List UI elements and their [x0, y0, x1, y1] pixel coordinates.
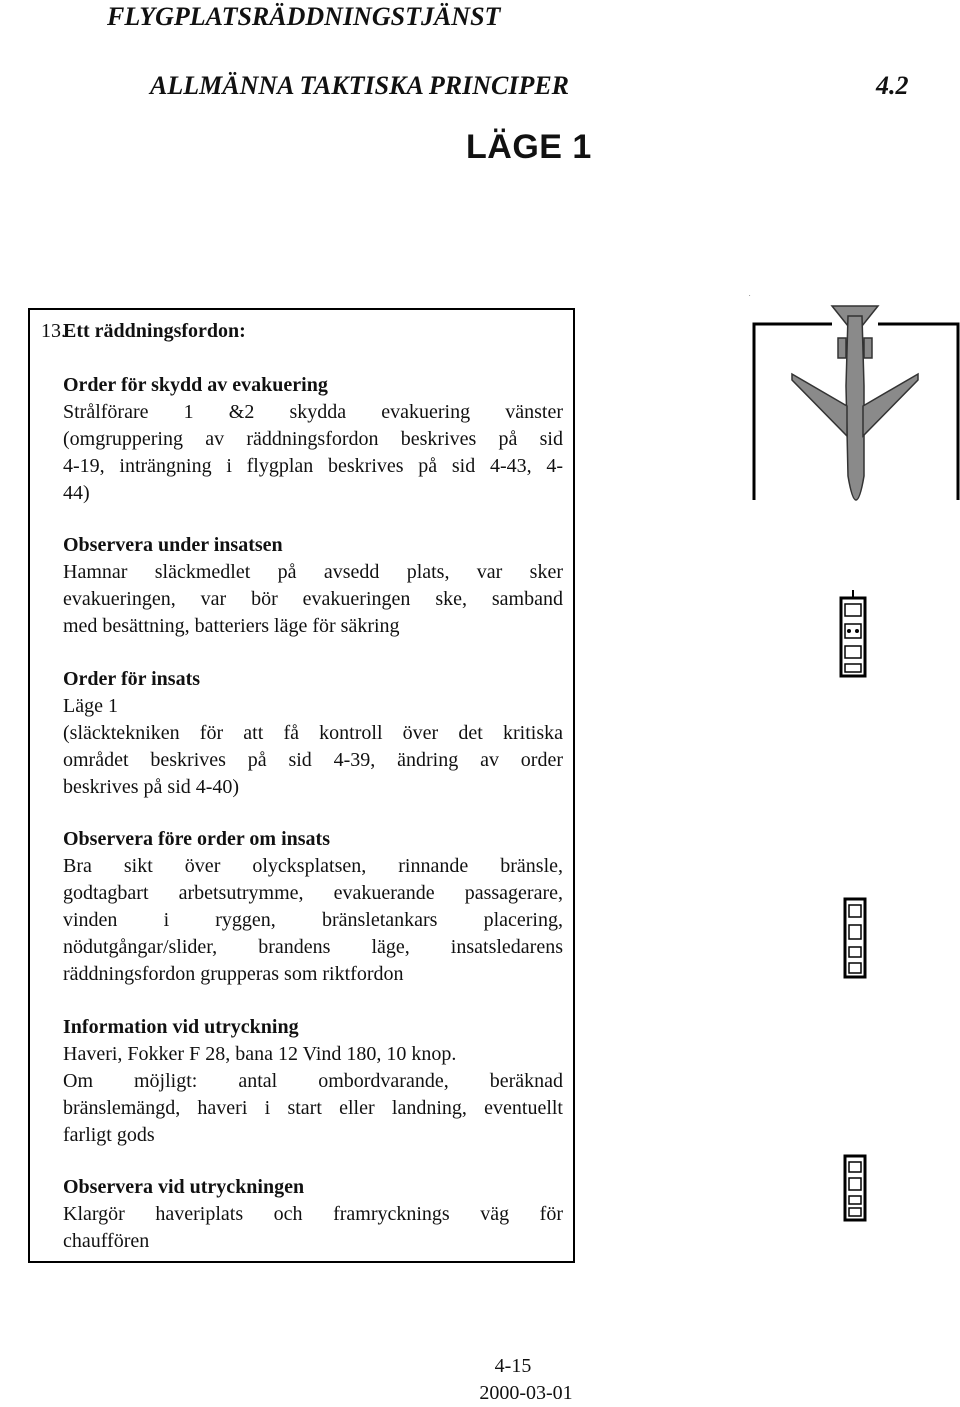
aircraft-topview-icon	[749, 292, 960, 506]
item-number: 13.	[41, 320, 66, 342]
section-heading-order-insats: Order för insats	[63, 668, 201, 690]
text-line: Klargör haveriplats och framrycknings väg för	[63, 1203, 563, 1225]
page-number: 4-15	[494, 1355, 532, 1377]
fire-truck-topview-icon	[842, 895, 868, 980]
text-line: räddningsfordon grupperas som riktfordon	[63, 963, 404, 985]
text-line: 44)	[63, 482, 90, 504]
text-line: Haveri, Fokker F 28, bana 12 Vind 180, 10 knop.	[63, 1043, 457, 1065]
section-heading-vid-utryckningen: Observera vid utryckningen	[63, 1176, 305, 1198]
text-line: nödutgångar/slider, brandens läge, insatsledarens	[63, 936, 563, 958]
section-heading-evakuering: Order för skydd av evakuering	[63, 374, 328, 396]
fire-truck-topview-icon	[838, 590, 868, 680]
section-heading-under-insatsen: Observera under insatsen	[63, 534, 283, 556]
text-line: godtagbart arbetsutrymme, evakuerande passagerare,	[63, 882, 563, 904]
text-line: vinden i ryggen, bränsletankars placering,	[63, 909, 563, 931]
item-heading: Ett räddningsfordon:	[63, 320, 246, 342]
fire-truck-topview-icon	[842, 1152, 868, 1224]
text-line: (släcktekniken för att få kontroll över det kritiska	[63, 722, 563, 744]
content-box	[28, 308, 575, 1263]
text-line: evakueringen, var bör evakueringen ske, samband	[63, 588, 563, 610]
text-line: (omgruppering av räddningsfordon beskrives på sid	[63, 428, 563, 450]
text-line: chauffören	[63, 1230, 150, 1252]
text-line: Hamnar släckmedlet på avsedd plats, var sker	[63, 561, 563, 583]
text-line: Strålförare 1 &2 skydda evakuering vänster	[63, 401, 563, 423]
section-heading-info-utryckning: Information vid utryckning	[63, 1016, 299, 1038]
page-date: 2000-03-01	[479, 1382, 573, 1404]
text-line: Bra sikt över olycksplatsen, rinnande bränsle,	[63, 855, 563, 877]
text-line: med besättning, batteriers läge för säkring	[63, 615, 400, 637]
text-line: bränslemängd, haveri i start eller landning, eventuellt	[63, 1097, 563, 1119]
page-title: LÄGE 1	[466, 128, 592, 166]
org-title: FLYGPLATSRÄDDNINGSTJÄNST	[107, 2, 501, 31]
text-line: Om möjligt: antal ombordvarande, beräknad	[63, 1070, 563, 1092]
text-line: Läge 1	[63, 695, 118, 717]
text-line: farligt gods	[63, 1124, 155, 1146]
section-heading-fore-order: Observera före order om insats	[63, 828, 330, 850]
section-number: 4.2	[876, 71, 909, 100]
text-line: beskrives på sid 4-40)	[63, 776, 240, 798]
text-line: området beskrives på sid 4-39, ändring av order	[63, 749, 563, 771]
svg-text:.: .	[749, 292, 751, 298]
section-title: ALLMÄNNA TAKTISKA PRINCIPER	[150, 71, 570, 100]
item-heading-row	[41, 318, 563, 345]
text-line: 4-19, inträngning i flygplan beskrives på sid 4-43, 4-	[63, 455, 563, 477]
